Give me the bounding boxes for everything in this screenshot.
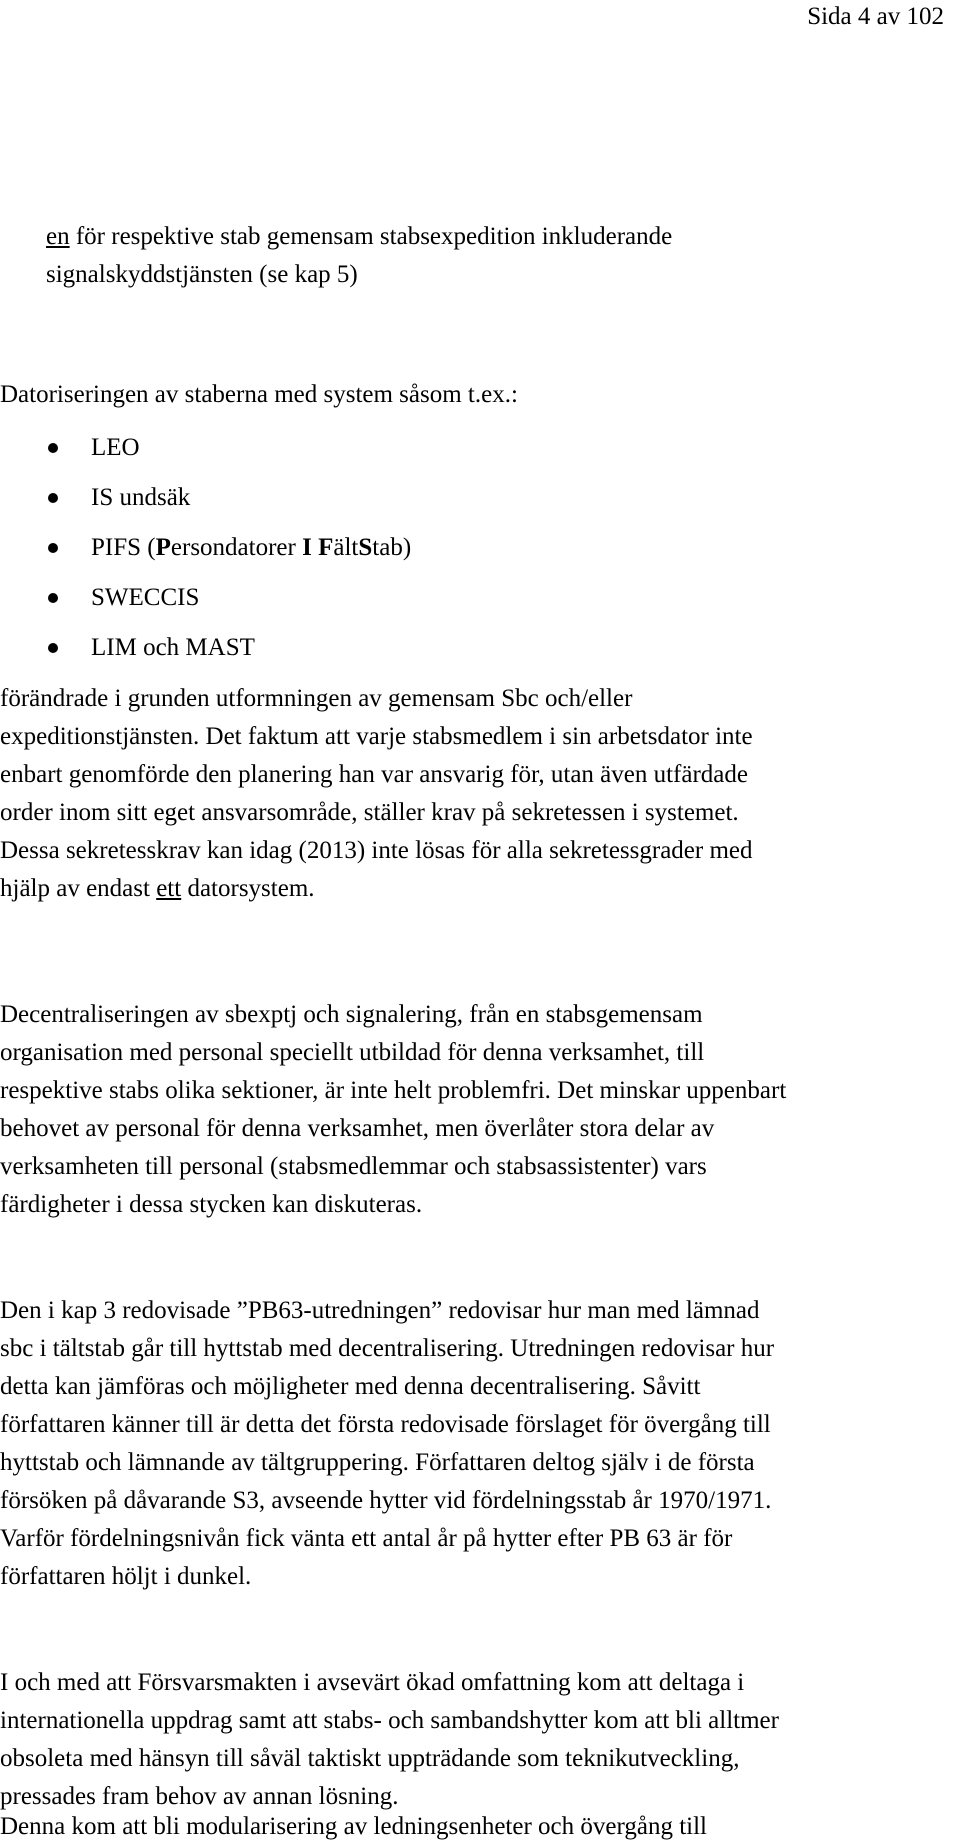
page-number: Sida 4 av 102	[807, 3, 944, 30]
list-item: PIFS (Persondatorer I FältStab)	[0, 523, 960, 573]
system-bullet-list	[0, 423, 960, 673]
paragraph: Decentraliseringen av sbexptj och signalering, från en stabsgemensam organisation med personal speciellt utbildad för denna verksamhet, till respektive stabs olika sektioner, är inte helt problemfri. Det minskar uppenbart behovet av personal för denna verksamhet, men överlåter stora delar av verksamheten till personal (stabsmedlemmar och stabsassistenter) vars färdigheter i dessa stycken kan diskuteras.	[0, 1001, 787, 1218]
paragraph: Den i kap 3 redovisade ”PB63-utredningen” redovisar hur man med lämnad sbc i tältstab går till hyttstab med decentralisering. Utredningen redovisar hur detta kan jämföras och möjligheter med denna decentralisering. Såvitt författaren känner till är detta det första redovisade förslaget för övergång till hyttstab och lämnande av tältgruppering. Författaren deltog själv i de första försöken på dåvarande S3, avseende hytter vid fördelningsstab år 1970/1971. Varför fördelningsnivån fick vänta ett antal år på hytter efter PB 63 är för författaren höljt i dunkel.	[0, 1297, 775, 1590]
list-item: LEO	[0, 423, 960, 473]
intro-underlined-word: en	[46, 223, 70, 250]
paragraph: I och med att Försvarsmakten i avsevärt ökad omfattning kom att deltaga i internationella uppdrag samt att stabs- och sambandshytter kom att bli alltmer obsoleta med hänsyn till såväl taktiskt uppträdande som teknikutveckling, pressades fram behov av annan lösning.	[0, 1669, 779, 1810]
bullet-icon	[48, 543, 58, 553]
paragraph: Denna kom att bli modularisering av ledningsenheter och övergång till	[0, 1813, 707, 1840]
bullet-icon	[48, 493, 58, 503]
list-item: SWECCIS	[0, 573, 960, 623]
intro-line: signalskyddstjänsten (se kap 5)	[46, 261, 358, 288]
bullet-icon	[48, 593, 58, 603]
paragraph: förändrade i grunden utformningen av gemensam Sbc och/eller expeditionstjänsten. Det faktum att varje stabsmedlem i sin arbetsdator inte enbart genomförde den planering han var ansvarig för, utan även utfärdade order inom sitt eget ansvarsområde, ställer krav på sekretessen i systemet. Dessa sekretesskrav kan idag (2013) inte lösas för alla sekretessgrader med hjälp av endast ett datorsystem.	[0, 685, 753, 902]
intro-line: en för respektive stab gemensam stabsexpedition inkluderande	[46, 223, 673, 250]
bullet-icon	[48, 643, 58, 653]
datorisering-heading: Datoriseringen av staberna med system såsom t.ex.:	[0, 381, 518, 408]
list-item: IS undsäk	[0, 473, 960, 523]
list-item: LIM och MAST	[0, 623, 960, 673]
intro-text	[46, 218, 946, 294]
bullet-icon	[48, 443, 58, 453]
underlined-word: ett	[156, 875, 182, 902]
